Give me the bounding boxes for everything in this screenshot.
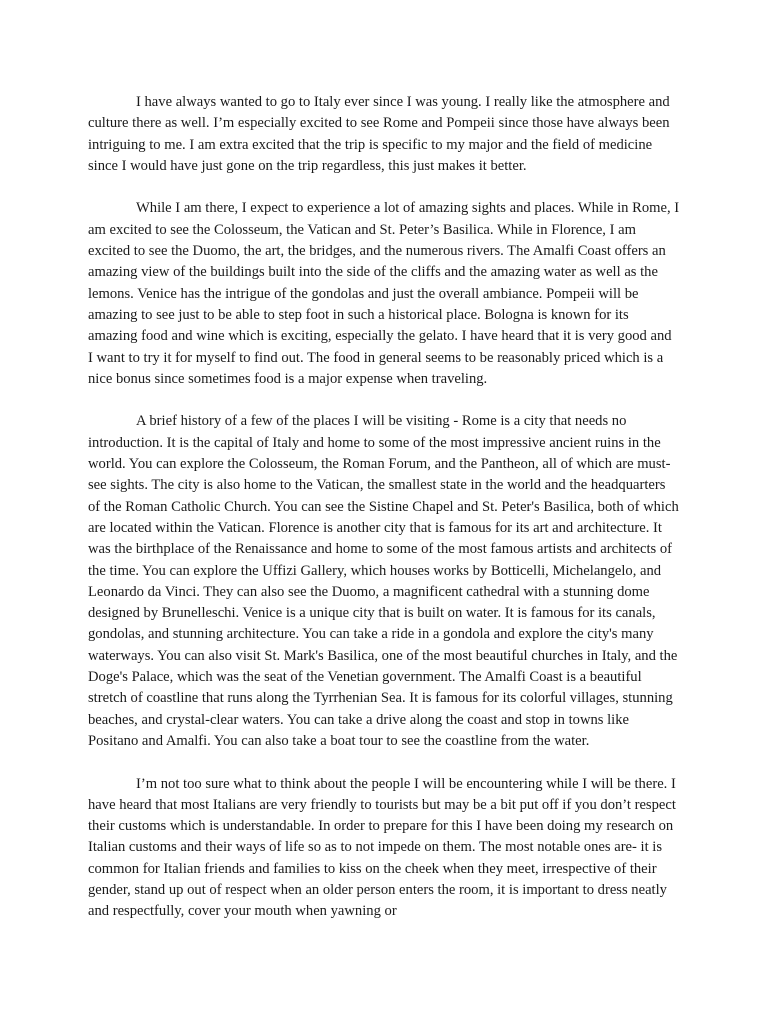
paragraph-history: A brief history of a few of the places I will be visiting - Rome is a city that needs no introduction. It is the capital of Italy and home to some of the most impressive ancient ruins in the world. You can explore the Colosseum, the Roman Forum, and the Pantheon, all of which are must-see sights. The city is also home to the Vatican, the smallest state in the world and the headquarters of the Roman Catholic Church. You can see the Sistine Chapel and St. Peter's Basilica, both of which are located within the Vatican. Florence is another city that is famous for its art and architecture. It was the birthplace of the Renaissance and home to some of the most famous artists and architects of the time. You can explore the Uffizi Gallery, which houses works by Botticelli, Michelangelo, and Leonardo da Vinci. They can also see the Duomo, a magnificent cathedral with a stunning dome designed by Brunelleschi. Venice is a unique city that is built on water. It is famous for its canals, gondolas, and stunning architecture. You can take a ride in a gondola and explore the city's many waterways. You can also visit St. Mark's Basilica, one of the most beautiful churches in Italy, and the Doge's Palace, which was the seat of the Venetian government. The Amalfi Coast is a beautiful stretch of coastline that runs along the Tyrrhenian Sea. It is famous for its colorful villages, stunning beaches, and crystal-clear waters. You can take a drive along the coast and stop in towns like Positano and Amalfi. You can also take a boat tour to see the coastline from the water. <box>88 413 679 749</box>
document-body <box>88 92 680 944</box>
paragraph-expectations: While I am there, I expect to experience a lot of amazing sights and places. While in Rome, I am excited to see the Colosseum, the Vatican and St. Peter’s Basilica. While in Florence, I am excited to see the Duomo, the art, the bridges, and the numerous rivers. The Amalfi Coast offers an amazing view of the buildings built into the side of the cliffs and the amazing water as well as the lemons. Venice has the intrigue of the gondolas and just the overall ambiance. Pompeii will be amazing to see just to be able to step foot in such a historical place. Bologna is known for its amazing food and wine which is exciting, especially the gelato. I have heard that it is very good and I want to try it for myself to find out. The food in general seems to be reasonably priced which is a nice bonus since sometimes food is a major expense when traveling. <box>88 200 680 387</box>
paragraph-intro: I have always wanted to go to Italy ever since I was young. I really like the atmosphere and culture there as well. I’m especially excited to see Rome and Pompeii since those have always been intriguing to me. I am extra excited that the trip is specific to my major and the field of medicine since I would have just gone on the trip regardless, this just makes it better. <box>88 94 670 174</box>
paragraph-people: I’m not too sure what to think about the people I will be encountering while I will be there. I have heard that most Italians are very friendly to tourists but may be a bit put off if you don’t respect their customs which is understandable. In order to prepare for this I have been doing my research on Italian customs and their ways of life so as to not impede on them. The most notable ones are- it is common for Italian friends and families to kiss on the cheek when they meet, irrespective of their gender, stand up out of respect when an older person enters the room, it is important to dress neatly and respectfully, cover your mouth when yawning or <box>88 775 676 920</box>
